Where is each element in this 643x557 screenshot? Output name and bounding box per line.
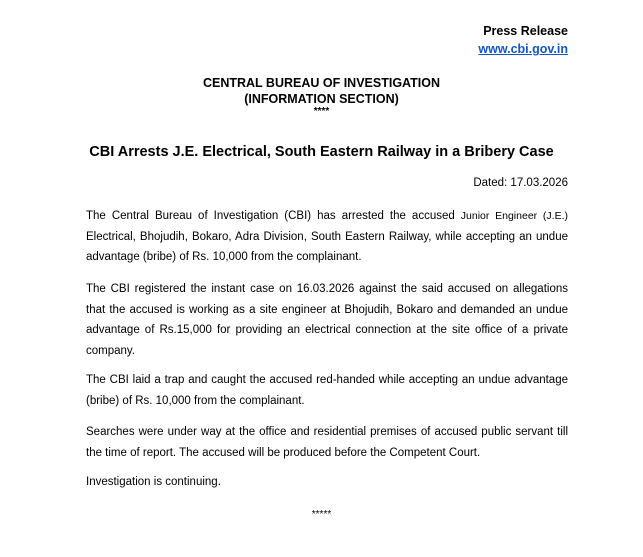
organization-name: CENTRAL BUREAU OF INVESTIGATION [202, 76, 441, 90]
release-header [478, 23, 568, 58]
paragraph-arrest-end: Electrical, Bhojudih, Bokaro, Adra Division, South Eastern Railway, while accepting an undue advantage (bribe) of Rs. 10,000 from the complainant. [86, 230, 568, 263]
paragraph-case-registration: The CBI registered the instant case on 16.03.2026 against the said accused on allegations that the accused is working as a site engineer at Bhojudih, Bokaro and demanded an undue advantage of Rs.15,000 for providing an electrical connection at the site office of a private company. [86, 283, 568, 357]
organization-block [0, 75, 643, 117]
paragraph-arrest [86, 206, 568, 268]
press-release-label: Press Release [483, 24, 568, 38]
end-marker: ***** [311, 509, 332, 520]
website-link[interactable]: www.cbi.gov.in [478, 42, 568, 56]
paragraph-arrest-start: The Central Bureau of Investigation (CBI) has arrested the accused [86, 210, 461, 222]
separator-stars: **** [313, 106, 330, 117]
paragraph-trap: The CBI laid a trap and caught the accused red-handed while accepting an undue advantage (bribe) of Rs. 10,000 from the complainant. [86, 374, 568, 407]
paragraph-searches: Searches were under way at the office and residential premises of accused public servant till the time of report. The accused will be produced before the Competent Court. [86, 426, 568, 459]
paragraph-investigation: Investigation is continuing. [86, 476, 221, 488]
organization-section: (INFORMATION SECTION) [244, 92, 399, 106]
junior-engineer-phrase: Junior Engineer (J.E.) [460, 210, 568, 222]
release-date: Dated: 17.03.2026 [473, 177, 568, 189]
page-title: CBI Arrests J.E. Electrical, South Eastern Railway in a Bribery Case [89, 144, 554, 160]
